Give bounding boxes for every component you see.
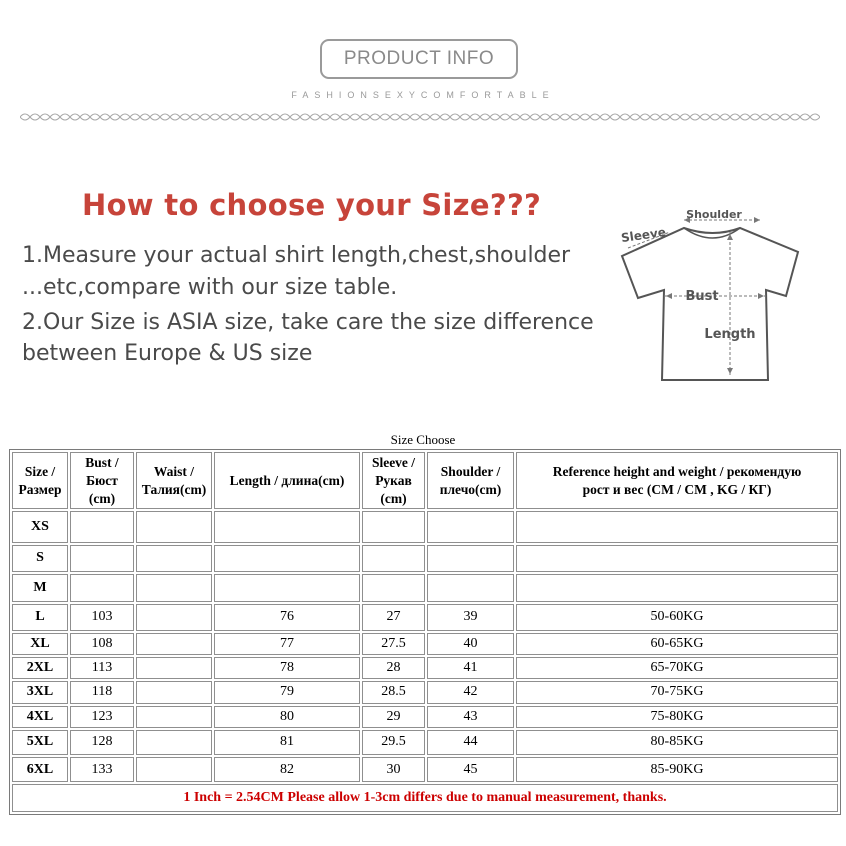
wave-divider bbox=[20, 110, 820, 124]
product-info-badge: PRODUCT INFO bbox=[320, 39, 518, 79]
size-cell: L bbox=[12, 604, 68, 631]
reference-cell: 60-65KG bbox=[516, 633, 838, 655]
reference-cell: 80-85KG bbox=[516, 730, 838, 755]
reference-cell: 50-60KG bbox=[516, 604, 838, 631]
shoulder-cell: 44 bbox=[427, 730, 514, 755]
sleeve-cell bbox=[362, 511, 425, 543]
header-sleeve bbox=[362, 452, 425, 509]
size-chart-table bbox=[9, 449, 841, 815]
length-cell: 80 bbox=[214, 706, 360, 728]
sleeve-cell: 27.5 bbox=[362, 633, 425, 655]
waist-cell bbox=[136, 757, 212, 782]
shoulder-cell: 41 bbox=[427, 657, 514, 679]
size-cell: 5XL bbox=[12, 730, 68, 755]
header-size-ru: Размер bbox=[18, 481, 62, 497]
shoulder-label: Shoulder bbox=[686, 208, 742, 221]
shoulder-cell: 45 bbox=[427, 757, 514, 782]
header-reference-line-1: Reference height and weight / рекомендую bbox=[552, 463, 802, 479]
table-row bbox=[12, 657, 838, 679]
shoulder-cell: 42 bbox=[427, 681, 514, 703]
waist-cell bbox=[136, 633, 212, 655]
bust-cell: 118 bbox=[70, 681, 134, 703]
header-waist-en: Waist / bbox=[153, 463, 195, 479]
bust-cell bbox=[70, 574, 134, 601]
sleeve-cell bbox=[362, 574, 425, 601]
table-row bbox=[12, 681, 838, 703]
header-length: Length / длина(cm) bbox=[214, 452, 360, 509]
header-reference-line-2: рост и вес (CM / CM , KG / КГ) bbox=[582, 481, 772, 497]
reference-cell bbox=[516, 574, 838, 601]
bust-cell: 108 bbox=[70, 633, 134, 655]
sleeve-cell: 28 bbox=[362, 657, 425, 679]
table-row bbox=[12, 511, 838, 543]
length-cell bbox=[214, 574, 360, 601]
instruction-line-4: between Europe & US size bbox=[22, 341, 313, 366]
size-cell: 6XL bbox=[12, 757, 68, 782]
table-row bbox=[12, 545, 838, 572]
table-row bbox=[12, 633, 838, 655]
shoulder-cell bbox=[427, 574, 514, 601]
shoulder-cell bbox=[427, 511, 514, 543]
table-row bbox=[12, 574, 838, 601]
sleeve-cell: 29 bbox=[362, 706, 425, 728]
header-size bbox=[12, 452, 68, 509]
reference-cell bbox=[516, 545, 838, 572]
length-cell bbox=[214, 545, 360, 572]
tshirt-measurement-diagram bbox=[618, 204, 808, 386]
shoulder-cell: 43 bbox=[427, 706, 514, 728]
length-cell: 78 bbox=[214, 657, 360, 679]
table-row bbox=[12, 706, 838, 728]
header-bust-unit: (cm) bbox=[88, 490, 116, 506]
waist-cell bbox=[136, 511, 212, 543]
sleeve-cell: 30 bbox=[362, 757, 425, 782]
header-shoulder bbox=[427, 452, 514, 509]
reference-cell: 70-75KG bbox=[516, 681, 838, 703]
table-header-row bbox=[12, 452, 838, 509]
length-cell: 81 bbox=[214, 730, 360, 755]
header-bust bbox=[70, 452, 134, 509]
size-cell: XL bbox=[12, 633, 68, 655]
length-label: Length bbox=[704, 327, 756, 342]
table-caption: Size Choose bbox=[390, 432, 456, 447]
reference-cell: 85-90KG bbox=[516, 757, 838, 782]
sleeve-cell: 28.5 bbox=[362, 681, 425, 703]
instruction-line-3: 2.Our Size is ASIA size, take care the size difference bbox=[22, 310, 594, 335]
table-row bbox=[12, 757, 838, 782]
brand-tagline: FASHIONSEXYCOMFORTABLE bbox=[291, 90, 555, 100]
waist-cell bbox=[136, 604, 212, 631]
length-cell: 79 bbox=[214, 681, 360, 703]
bust-cell: 133 bbox=[70, 757, 134, 782]
header-shoulder-ru: плечо(cm) bbox=[439, 481, 502, 497]
size-cell: 4XL bbox=[12, 706, 68, 728]
size-cell: 2XL bbox=[12, 657, 68, 679]
size-cell: XS bbox=[12, 511, 68, 543]
header-sleeve-unit: (cm) bbox=[380, 490, 407, 506]
size-cell: 3XL bbox=[12, 681, 68, 703]
header-size-en: Size / bbox=[24, 463, 56, 479]
header-waist-ru: Талия(cm) bbox=[141, 481, 207, 497]
sleeve-cell: 29.5 bbox=[362, 730, 425, 755]
bust-cell: 103 bbox=[70, 604, 134, 631]
instruction-line-1: 1.Measure your actual shirt length,chest,shoulder bbox=[22, 243, 571, 268]
size-rows bbox=[12, 511, 838, 812]
waist-cell bbox=[136, 657, 212, 679]
shoulder-cell bbox=[427, 545, 514, 572]
size-cell: S bbox=[12, 545, 68, 572]
header-sleeve-en: Sleeve / bbox=[371, 454, 416, 470]
bust-cell: 123 bbox=[70, 706, 134, 728]
length-cell: 76 bbox=[214, 604, 360, 631]
sleeve-cell bbox=[362, 545, 425, 572]
header-reference bbox=[516, 452, 838, 509]
waist-cell bbox=[136, 545, 212, 572]
header-bust-ru: Бюст bbox=[86, 472, 118, 488]
bust-label: Bust bbox=[685, 289, 719, 304]
bust-cell: 128 bbox=[70, 730, 134, 755]
header-sleeve-ru: Рукав bbox=[375, 472, 412, 488]
measurement-note: 1 Inch = 2.54CM Please allow 1-3cm differs due to manual measurement, thanks. bbox=[12, 784, 838, 812]
waist-cell bbox=[136, 730, 212, 755]
waist-cell bbox=[136, 574, 212, 601]
header-shoulder-en: Shoulder / bbox=[440, 463, 501, 479]
how-to-choose-title: How to choose your Size??? bbox=[82, 188, 542, 222]
shoulder-cell: 40 bbox=[427, 633, 514, 655]
instruction-line-2: ...etc,compare with our size table. bbox=[22, 275, 398, 300]
table-row bbox=[12, 730, 838, 755]
bust-cell: 113 bbox=[70, 657, 134, 679]
note-row bbox=[12, 784, 838, 812]
sleeve-cell: 27 bbox=[362, 604, 425, 631]
tshirt-outline bbox=[622, 228, 798, 380]
sleeve-label: Sleeve bbox=[620, 224, 667, 246]
table-row bbox=[12, 604, 838, 631]
length-cell: 77 bbox=[214, 633, 360, 655]
length-cell bbox=[214, 511, 360, 543]
reference-cell: 65-70KG bbox=[516, 657, 838, 679]
header-bust-en: Bust / bbox=[85, 454, 119, 470]
bust-cell bbox=[70, 511, 134, 543]
header-waist bbox=[136, 452, 212, 509]
reference-cell: 75-80KG bbox=[516, 706, 838, 728]
waist-cell bbox=[136, 681, 212, 703]
reference-cell bbox=[516, 511, 838, 543]
length-cell: 82 bbox=[214, 757, 360, 782]
size-cell: M bbox=[12, 574, 68, 601]
waist-cell bbox=[136, 706, 212, 728]
shoulder-cell: 39 bbox=[427, 604, 514, 631]
bust-cell bbox=[70, 545, 134, 572]
